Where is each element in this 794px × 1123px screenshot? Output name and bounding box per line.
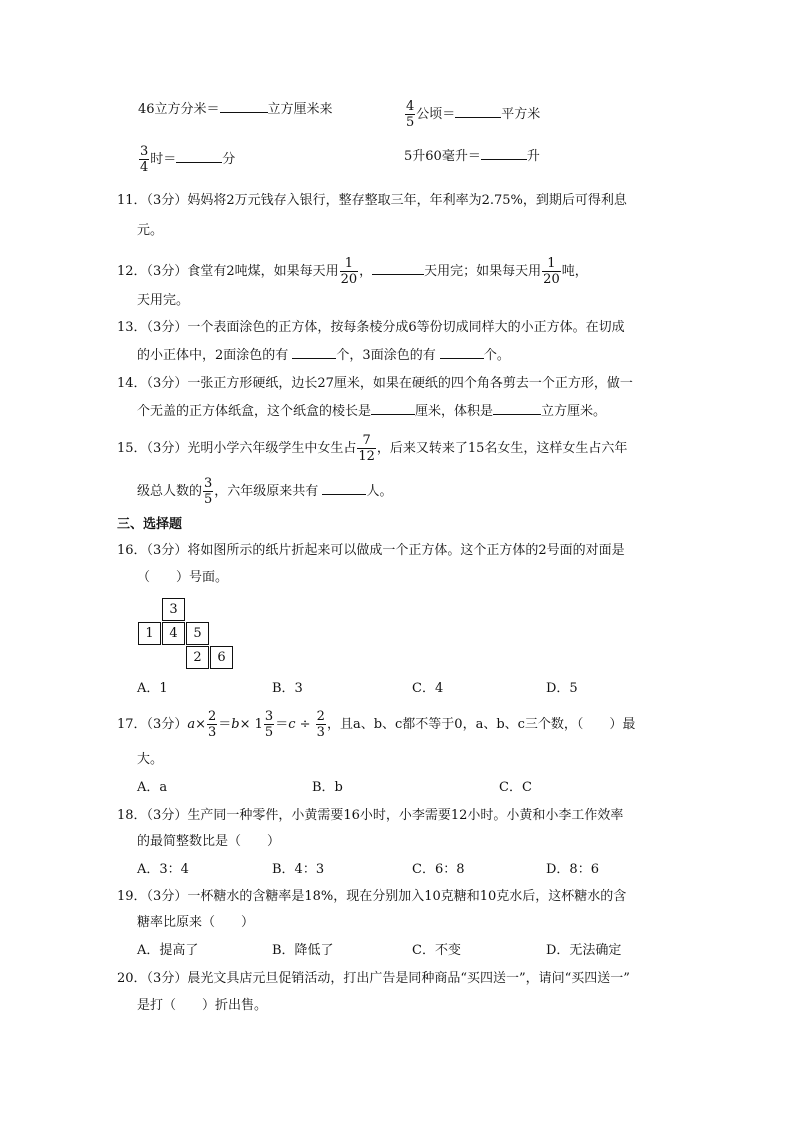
- q18-line1: 18．（3分）生产同一种零件，小黄需要16小时，小李需要12小时。小黄和小李工作效率: [117, 808, 624, 823]
- q19-line1: 19．（3分）一杯糖水的含糖率是18%，现在分别加入10克糖和10克水后，这杯糖水的含: [117, 889, 627, 904]
- fraction: $\frac{3}{4}$: [140, 144, 149, 175]
- fraction: $\frac{1}{20}$: [340, 256, 358, 287]
- option-a[interactable]: A．1: [137, 681, 168, 696]
- q17-line2: 大。: [137, 752, 164, 767]
- fraction: $\frac{2}{3}$: [316, 709, 325, 740]
- option-c[interactable]: C．不变: [412, 943, 461, 958]
- conversion-time: $\frac{3}{4}$ 时＝ 分: [140, 144, 236, 175]
- option-b[interactable]: B．b: [312, 780, 343, 795]
- q12-line2: 天用完。: [137, 293, 190, 308]
- q14-line2: 个无盖的正方体纸盒，这个纸盒的棱长是 厘米，体积是 立方厘米。: [137, 404, 607, 419]
- conversion-volume: 46立方分米＝ 立方厘米来: [138, 102, 333, 117]
- conversion-liquid: 5升60毫升＝ 升: [404, 149, 540, 164]
- option-c[interactable]: C．4: [412, 681, 444, 696]
- fraction: $\frac{4}{5}$: [406, 99, 415, 130]
- fraction: $\frac{1}{20}$: [543, 256, 560, 287]
- option-b[interactable]: B．4：3: [272, 862, 325, 877]
- option-a[interactable]: A．3：4: [137, 862, 189, 877]
- cube-net: [138, 598, 236, 670]
- option-b[interactable]: B．3: [272, 681, 303, 696]
- net-face: 5: [186, 622, 209, 645]
- q18-line2: 的最简整数比是（ ）: [137, 834, 281, 849]
- answer-blank[interactable]: [481, 147, 527, 160]
- q11-line1: 11．（3分）妈妈将2万元钱存入银行，整存整取三年，年利率为2.75%，到期后可得利息: [117, 193, 627, 208]
- q20-line1: 20．（3分）晨光文具店元旦促销活动，打出广告是同种商品“买四送一”，请问“买四送一”: [117, 971, 630, 986]
- fraction: $\frac{2}{3}$: [208, 709, 217, 740]
- net-face: 6: [210, 646, 233, 669]
- q16-line2: （ ）号面。: [137, 570, 229, 585]
- answer-blank[interactable]: [220, 100, 268, 113]
- answer-blank[interactable]: [440, 346, 484, 359]
- answer-blank[interactable]: [371, 402, 415, 415]
- answer-blank[interactable]: [176, 150, 222, 163]
- section-heading: 三、选择题: [117, 517, 183, 532]
- fraction: $\frac{7}{12}$: [358, 433, 375, 464]
- q20-line2: 是打（ ）折出售。: [137, 998, 268, 1013]
- option-c[interactable]: C．6：8: [412, 862, 465, 877]
- q13-line2: 的小正体中，2面涂色的有 个，3面涂色的有 个。: [137, 348, 510, 363]
- option-d[interactable]: D．无法确定: [546, 943, 622, 958]
- net-face: 4: [162, 622, 185, 645]
- option-b[interactable]: B．降低了: [272, 943, 334, 958]
- q11-line2: 元。: [137, 223, 164, 238]
- q13-line1: 13．（3分）一个表面涂色的正方体，按每条棱分成6等份切成同样大的小正方体。在切成: [117, 320, 625, 335]
- answer-blank[interactable]: [292, 346, 336, 359]
- q16-line1: 16．（3分）将如图所示的纸片折起来可以做成一个正方体。这个正方体的2号面的对面是: [117, 543, 625, 558]
- answer-blank[interactable]: [493, 402, 541, 415]
- option-d[interactable]: D．5: [546, 681, 578, 696]
- answer-blank[interactable]: [455, 105, 501, 118]
- option-c[interactable]: C．C: [499, 780, 532, 795]
- q15-line2: 级总人数的 $\frac{3}{5}$ ，六年级原来共有 人。: [137, 476, 393, 507]
- option-a[interactable]: A．a: [137, 780, 168, 795]
- net-face: 1: [138, 622, 161, 645]
- answer-blank[interactable]: [322, 482, 366, 495]
- q12-line1: 12．（3分）食堂有2吨煤，如果每天用 $\frac{1}{20}$ ， 天用完；如果每天用 $\frac{1}{20}$ 吨，: [117, 256, 588, 287]
- q15-line1: 15．（3分）光明小学六年级学生中女生占 $\frac{7}{12}$ ，后来又转来了15名女生，这样女生占六年: [117, 433, 628, 464]
- q14-line1: 14．（3分）一张正方形硬纸，边长27厘米，如果在硬纸的四个角各剪去一个正方形，做一: [117, 376, 633, 391]
- option-d[interactable]: D．8：6: [546, 862, 599, 877]
- conversion-area: $\frac{4}{5}$ 公顷＝ 平方米: [406, 99, 541, 130]
- net-face: 3: [162, 598, 185, 621]
- q19-line2: 糖率比原来（ ）: [137, 915, 255, 930]
- q17-line1: 17．（3分）a× $\frac{2}{3}$ ＝b× 1 $\frac{3}{5}$ ＝c ÷ $\frac{2}{3}$ ，且a、b、c都不等于0，a、b、c三个数，（ ）最: [117, 709, 636, 740]
- fraction: $\frac{3}{5}$: [204, 476, 213, 507]
- answer-blank[interactable]: [372, 262, 424, 275]
- net-face: 2: [186, 646, 209, 669]
- fraction: $\frac{3}{5}$: [264, 709, 274, 740]
- option-a[interactable]: A．提高了: [137, 943, 199, 958]
